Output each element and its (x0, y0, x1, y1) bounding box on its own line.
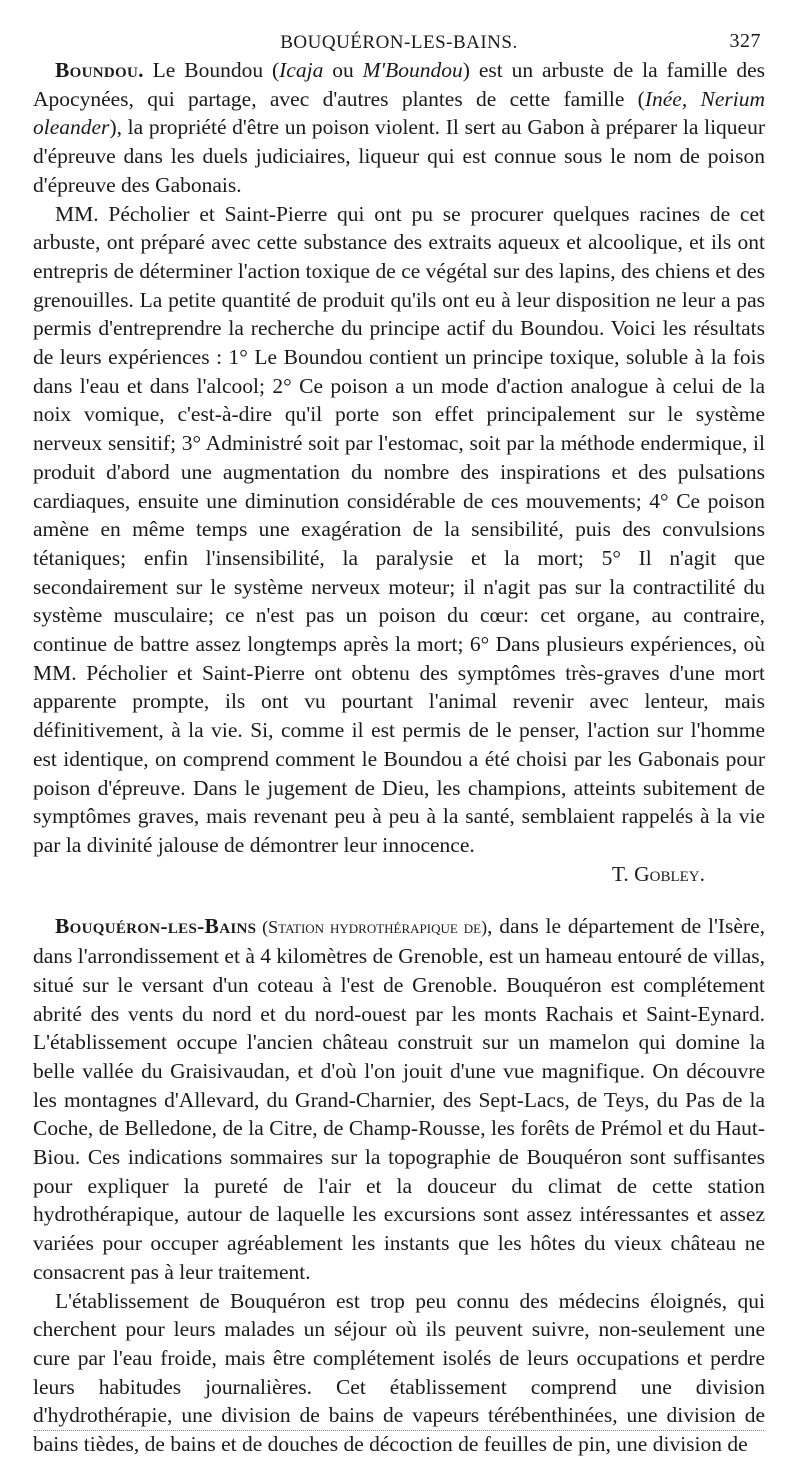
text-run: , dans le département de l'Isère, dans l'arrondissement et à 4 kilomètres de Grenoble, est un hameau entouré de villas, situé sur le versant d'un coteau à l'est de Grenoble. Bouquéron est complétement abrité des vents du nord et du nord-ouest par les monts Rachais et Saint-Eynard. L'établissement occupe l'ancien château construit sur un mamelon qui domine la belle vallée du Graisivaudan, et d'où l'on jouit d'une vue magnifique. On découvre les montagnes d'Allevard, du Grand-Charnier, des Sept-Lacs, de Teys, du Pas de la Coche, de Belledone, de la Citre, de Champ-Rousse, les forêts de Prémol et du Haut-Biou. Ces indications sommaires sur la topographie de Bouquéron sont suffisantes pour expliquer la pureté de l'air et la douceur du climat de cette station hydrothérapique, autour de laquelle les excursions sont assez intéressantes et assez variées pour occuper agréablement les instants que les hôtes du vieux château ne consacrent pas à leur traitement. (33, 914, 765, 1284)
running-title: BOUQUÉRON-LES-BAINS. (280, 32, 518, 53)
entry-boundou (33, 56, 765, 888)
italic-term: Inée, Nerium oleander (33, 86, 765, 140)
entry-bouqueron (33, 912, 765, 1458)
italic-term: Icaja (279, 58, 324, 82)
text-run: ) est un arbuste de la famille des Apocynées, qui partage, avec d'autres plantes de cette famille ( (33, 58, 765, 111)
entry-boundou-paragraph-2: MM. Pécholier et Saint-Pierre qui ont pu se procurer quelques racines de cet arbuste, ont préparé avec cette substance des extraits aqueux et alcoolique, et ils ont entrepris de déterminer l'action toxique de ce végétal sur des lapins, des chiens et des grenouilles. La petite quantité de produit qu'ils ont eu à leur disposition ne leur a pas permis d'entreprendre la recherche du principe actif du Boundou. Voici les résultats de leurs expériences : 1° Le Boundou contient un principe toxique, soluble à la fois dans l'eau et dans l'alcool; 2° Ce poison a un mode d'action analogue à celui de la noix vomique, c'est-à-dire qu'il porte son effet principalement sur le système nerveux sensitif; 3° Administré soit par l'estomac, soit par la méthode endermique, il produit d'abord une augmentation du nombre des inspirations et des pulsations cardiaques, ensuite une diminution considérable de ces mouvements; 4° Ce poison amène en même temps une exagération de la sensibilité, puis des convulsions tétaniques; enfin l'insensibilité, la paralysie et la mort; 5° Il n'agit que secondairement sur le système nerveux moteur; il n'agit pas sur la contractilité du système musculaire; ce n'est pas un poison du cœur: cet organe, au contraire, continue de battre assez longtemps après la mort; 6° Dans plusieurs expériences, où MM. Pécholier et Saint-Pierre ont obtenu des symptômes très-graves d'une mort apparente prompte, ils ont vu pourtant l'animal revenir avec lenteur, mais définitivement, à la vie. Si, comme il est permis de le penser, l'action sur l'homme est identique, on comprend comment le Boundou a été choisi par les Gabonais pour poison d'épreuve. Dans le jugement de Dieu, les champions, atteints subitement de symptômes graves, mais revenant peu à peu à la santé, semblaient rappelés à la vie par la divinité jalouse de démontrer leur innocence. (33, 201, 765, 857)
text-run: Le Boundou ( (143, 58, 280, 82)
entry-boundou-paragraph-1 (33, 56, 765, 200)
author-signature: T. Gobley. (611, 861, 705, 886)
headword-boundou: Boundou. (55, 58, 144, 82)
italic-term: M'Boundou (362, 58, 463, 82)
footer-dotted-rule (34, 1430, 764, 1431)
page-number: 327 (729, 30, 761, 52)
entry-bouqueron-paragraph-1 (33, 912, 765, 1286)
entry-bouqueron-paragraph-2: L'établissement de Bouquéron est trop peu connu des médecins éloignés, qui cherchent pour leurs malades un séjour où ils peuvent suivre, non-seulement une cure par l'eau froide, mais être complétement isolés de leurs occupations et perdre leurs habitudes journalières. Cet établissement comprend une division d'hydrothérapie, une division de bains de vapeurs térébenthinées, une division de bains tièdes, de bains et de douches de décoction de feuilles de pin, une division de (33, 1288, 765, 1457)
text-run: ou (323, 58, 363, 82)
document-page (33, 22, 765, 1459)
running-head (33, 22, 765, 56)
headword-bouqueron: Bouquéron-les-Bains (55, 914, 257, 939)
text-run: ), la propriété d'être un poison violent. Il sert au Gabon à préparer la liqueur d'épreuve dans les duels judiciaires, liqueur qui est connue sous le nom de poison d'épreuve des Gabonais. (33, 115, 765, 197)
headword-qualifier: (Station hydrothérapique de) (256, 917, 488, 938)
entry-separator (33, 888, 765, 912)
